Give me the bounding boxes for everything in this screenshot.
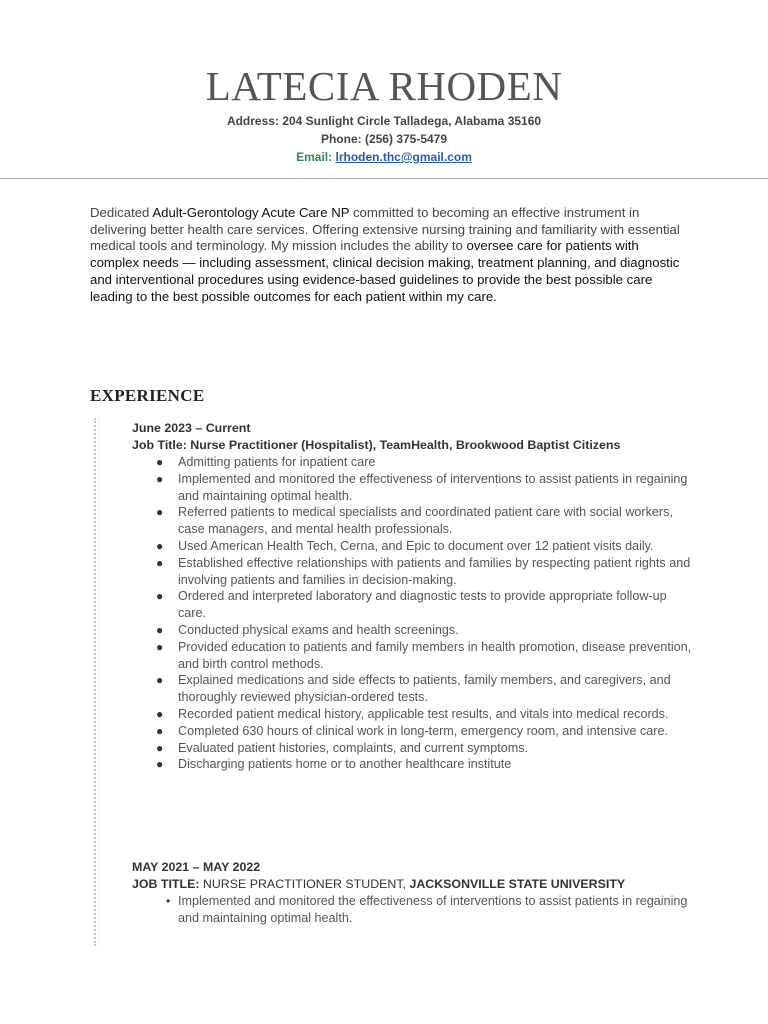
address-line: Address: 204 Sunlight Circle Talladega, Alabama 35160 (226, 114, 542, 128)
bullet-icon: ● (156, 538, 164, 553)
bullet-icon: ● (156, 723, 164, 738)
bullet-icon: ● (156, 589, 164, 604)
bullet-icon: ● (156, 639, 164, 654)
list-item: ● Used American Health Tech, Cerna, and Epic to document over 12 patient visits daily. (156, 538, 654, 553)
timeline-rule (94, 418, 96, 946)
list-item: ● Admitting patients for inpatient care (156, 455, 376, 469)
job-title (132, 876, 692, 893)
summary-text-2: committed to becoming an effective instrument in delivering better health care services. Offering extensive nursing training and familiarity with essential medical tools and terminology. My mission includes the ability to (90, 205, 680, 254)
bullet-icon: ● (156, 622, 164, 637)
job-responsibilities (132, 893, 692, 927)
bullet-icon: ● (156, 555, 164, 570)
email-line (0, 150, 768, 164)
bullet-icon: ● (156, 673, 164, 688)
email-label: Email: (296, 150, 333, 164)
list-item: ● Implemented and monitored the effectiveness of interventions to assist patients in regaining and maintaining optimal health. (156, 471, 688, 503)
list-item: ● Referred patients to medical specialists and coordinated patient care with social workers, case managers, and mental health professionals. (156, 505, 673, 537)
list-item: ● Discharging patients home or to another healthcare institute (156, 757, 512, 772)
list-item: ● Ordered and interpreted laboratory and diagnostic tests to provide appropriate follow-up care. (156, 589, 667, 621)
list-item: ● Provided education to patients and family members in health promotion, disease prevention, and birth control methods. (156, 639, 692, 671)
summary-highlight-mission: oversee care for patients with complex needs — including assessment, clinical decision making, treatment planning, and diagnostic and interventional procedures using evidence-based guidelines to provide the best possible care leading to the best possible outcomes for each patient within my care. (90, 238, 680, 304)
job-dates: June 2023 – Current (132, 421, 251, 435)
list-item: • Implemented and monitored the effectiveness of interventions to assist patients in regaining and maintaining optimal health. (166, 894, 688, 925)
summary-text-1: Dedicated (90, 205, 153, 220)
job-dates: MAY 2021 – MAY 2022 (132, 860, 261, 874)
bullet-icon: • (166, 894, 171, 908)
bullet-icon: ● (156, 455, 164, 469)
job-entry (132, 859, 692, 927)
bullet-icon: ● (156, 505, 164, 520)
list-item: ● Recorded patient medical history, applicable test results, and vitals into medical records. (156, 706, 669, 721)
email-link[interactable]: lrhoden.thc@gmail.com (335, 150, 472, 164)
list-item: ● Explained medications and side effects to patients, family members, and caregivers, and thoroughly reviewed physician-ordered tests. (156, 673, 671, 705)
bullet-icon: ● (156, 757, 164, 772)
candidate-name: LATECIA RHODEN (205, 63, 563, 109)
summary-highlight-role: Adult-Gerontology Acute Care NP (152, 205, 350, 220)
job-responsibilities (132, 454, 692, 773)
job-title: Job Title: Nurse Practitioner (Hospitalist), TeamHealth, Brookwood Baptist Citizens (132, 438, 621, 452)
job-title-label: JOB TITLE: (132, 877, 203, 891)
list-item: ● Evaluated patient histories, complaints, and current symptoms. (156, 740, 528, 755)
professional-summary (90, 205, 680, 305)
job-title-value: NURSE PRACTITIONER STUDENT, (202, 877, 410, 891)
job-organization: JACKSONVILLE STATE UNIVERSITY (409, 877, 626, 891)
bullet-icon: ● (156, 706, 164, 721)
job-entry (132, 420, 692, 773)
list-item: ● Completed 630 hours of clinical work in long-term, emergency room, and intensive care. (156, 723, 668, 738)
list-item: ● Established effective relationships with patients and families by respecting patient rights and involving patients and families in decision-making. (156, 555, 691, 587)
phone-line: Phone: (256) 375-5479 (320, 132, 448, 146)
list-item: ● Conducted physical exams and health screenings. (156, 622, 459, 637)
timeline-rule-inner (98, 418, 99, 946)
bullet-icon: ● (156, 740, 164, 755)
header-divider (0, 178, 768, 179)
bullet-icon: ● (156, 471, 164, 486)
experience-heading: EXPERIENCE (90, 386, 205, 405)
